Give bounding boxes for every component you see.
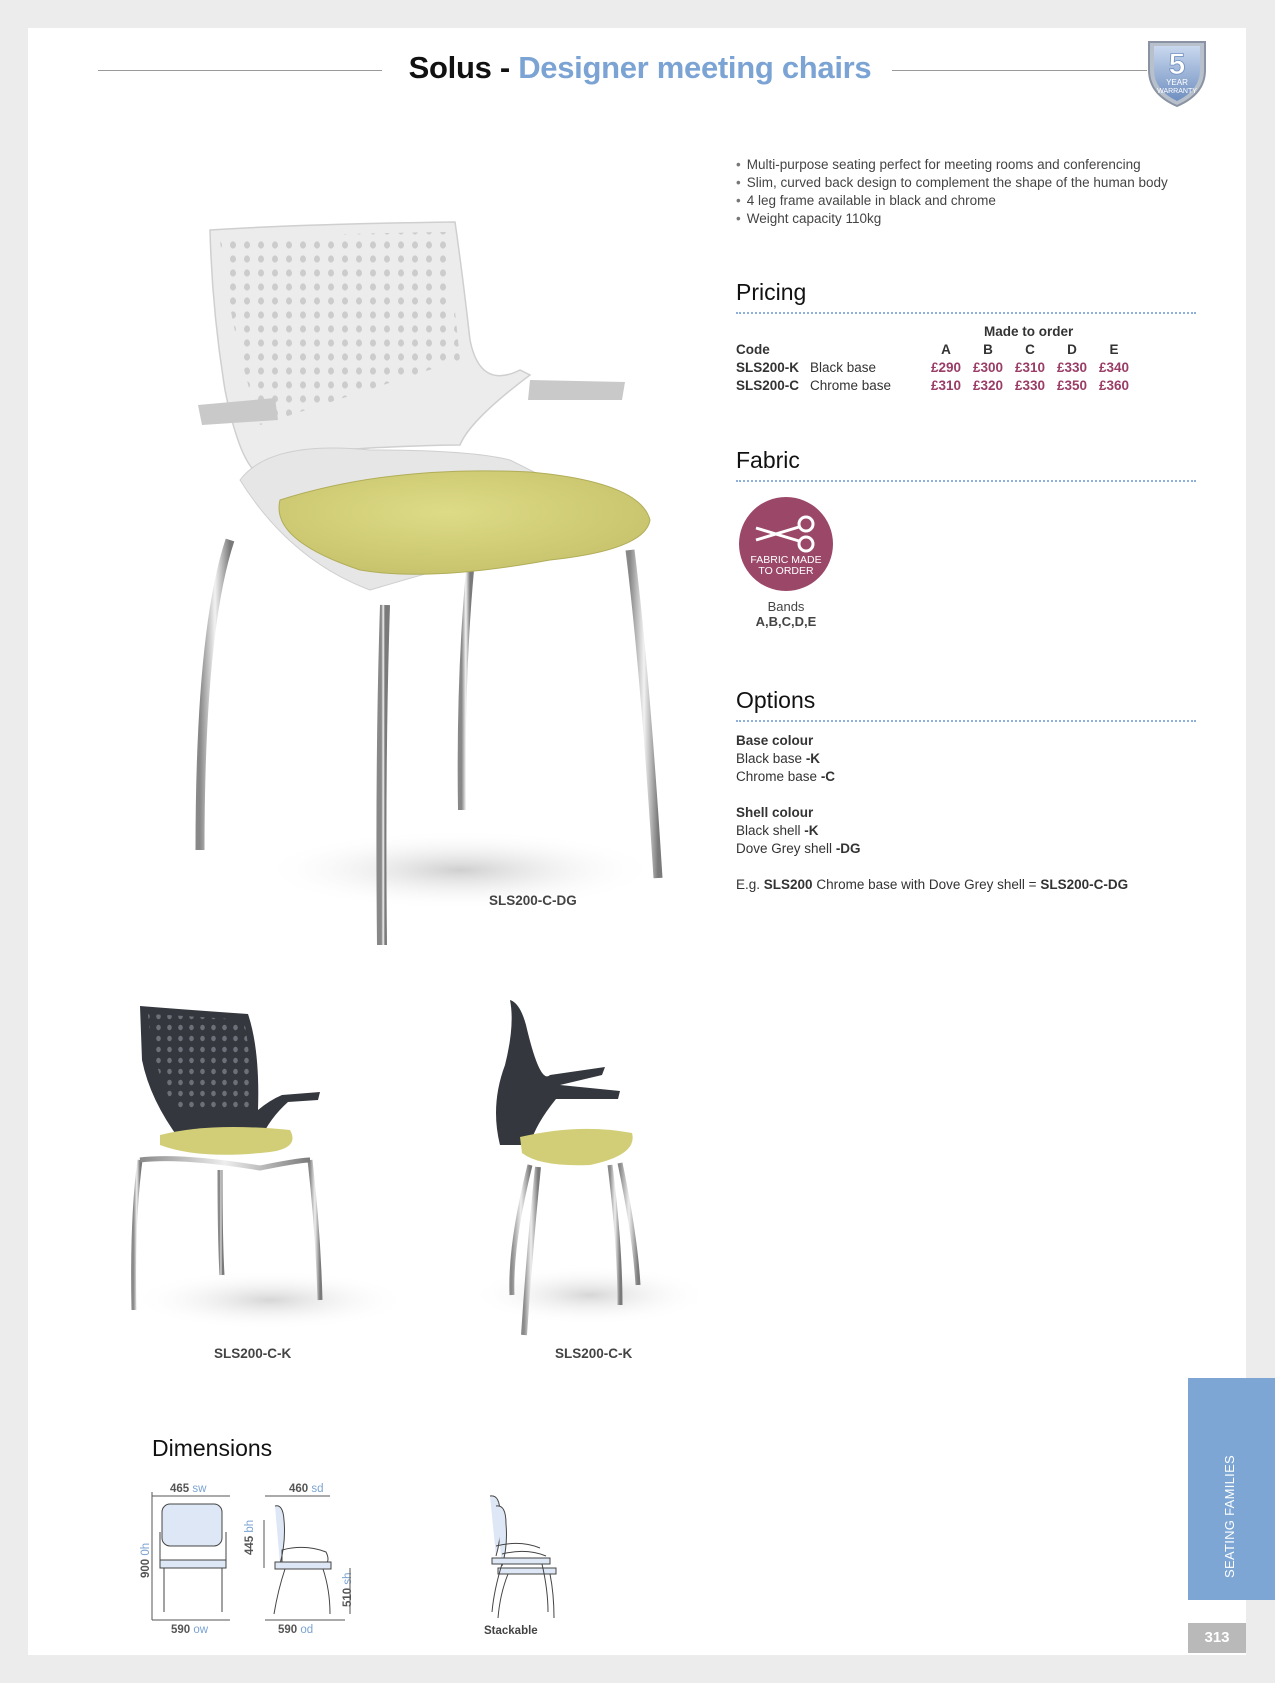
band-header-a: A <box>941 342 951 357</box>
price-cell: £330 <box>1056 360 1088 375</box>
product-desc: Chrome base <box>810 378 892 393</box>
dim-bh: 445 bh <box>244 1519 256 1555</box>
title-rule-left <box>98 70 382 71</box>
warranty-text-2: WARRANTY <box>1157 88 1197 95</box>
option-black-base: Black base -K <box>736 751 821 766</box>
option-black-shell: Black shell -K <box>736 823 819 838</box>
feature-item: • Slim, curved back design to complement the shape of the human body <box>736 174 1168 192</box>
product-code: SLS200-C <box>736 378 800 393</box>
code-label: Code <box>736 342 770 357</box>
band-header-d: D <box>1067 342 1077 357</box>
feature-list <box>736 156 1168 228</box>
pricing-row-chrome <box>736 378 930 393</box>
page-number: 313 <box>1188 1623 1246 1653</box>
dim-sh: 510 sh <box>342 1572 354 1607</box>
options-divider <box>736 720 1196 722</box>
pricing-row-black <box>736 360 930 375</box>
section-tab-label: SEATING FAMILIES <box>1222 1454 1237 1578</box>
shell-colour-heading: Shell colour <box>736 805 814 820</box>
dim-ow: 590 ow <box>171 1624 209 1636</box>
price-cell: £350 <box>1056 378 1088 393</box>
base-colour-heading: Base colour <box>736 733 814 748</box>
badge-line-1: FABRIC MADE <box>750 554 822 566</box>
price-cell: £300 <box>972 360 1004 375</box>
product-desc: Black base <box>810 360 877 375</box>
dimensions-heading: Dimensions <box>152 1435 273 1461</box>
side-chair-image <box>460 995 710 1340</box>
stackable-label: Stackable <box>484 1625 538 1637</box>
warranty-number: 5 <box>1168 48 1186 81</box>
page-title <box>380 50 900 86</box>
band-header-c: C <box>1025 342 1035 357</box>
side-chair-caption: SLS200-C-K <box>555 1346 633 1361</box>
made-to-order-label: Made to order <box>984 324 1074 339</box>
price-cell: £310 <box>1014 360 1046 375</box>
warranty-shield-icon <box>1143 36 1211 110</box>
pricing-header-row <box>736 342 770 357</box>
fabric-divider <box>736 480 1196 482</box>
price-cell: £340 <box>1098 360 1130 375</box>
dim-sd: 460 sd <box>289 1483 324 1495</box>
options-list <box>736 732 1128 894</box>
title-rule-right <box>892 70 1147 71</box>
feature-item: • Weight capacity 110kg <box>736 210 1168 228</box>
dim-oh: 900 0h <box>140 1542 152 1578</box>
badge-line-2: TO ORDER <box>758 565 814 577</box>
front-chair-image <box>120 1000 420 1340</box>
bands-value: A,B,C,D,E <box>755 614 817 629</box>
title-subtitle: Designer meeting chairs <box>518 50 872 85</box>
bands-label: Bands <box>767 599 805 614</box>
price-cell: £320 <box>972 378 1004 393</box>
warranty-text-1: YEAR <box>1166 78 1188 87</box>
title-separator: - <box>491 50 519 85</box>
front-chair-caption: SLS200-C-K <box>214 1346 292 1361</box>
dim-od: 590 od <box>278 1624 314 1636</box>
pricing-heading: Pricing <box>736 279 807 305</box>
title-product: Solus <box>408 50 492 85</box>
product-code: SLS200-K <box>736 360 800 375</box>
dimension-drawings <box>140 1480 580 1630</box>
price-cell: £360 <box>1098 378 1130 393</box>
feature-item: • 4 leg frame available in black and chrome <box>736 192 1168 210</box>
price-cell: £310 <box>930 378 962 393</box>
fabric-made-to-order-badge <box>738 496 834 592</box>
fabric-heading: Fabric <box>736 447 800 473</box>
main-chair-image <box>170 210 690 970</box>
section-tab <box>1188 1378 1275 1600</box>
option-example: E.g. SLS200 Chrome base with Dove Grey shell = SLS200-C-DG <box>736 877 1129 892</box>
feature-item: • Multi-purpose seating perfect for meeting rooms and conferencing <box>736 156 1168 174</box>
main-chair-caption: SLS200-C-DG <box>489 893 577 908</box>
option-grey-shell: Dove Grey shell -DG <box>736 841 861 856</box>
pricing-divider <box>736 312 1196 314</box>
options-heading: Options <box>736 687 816 713</box>
dim-sw: 465 sw <box>170 1483 207 1495</box>
fabric-bands <box>738 599 834 629</box>
price-cell: £290 <box>930 360 962 375</box>
band-header-b: B <box>983 342 993 357</box>
price-cell: £330 <box>1014 378 1046 393</box>
option-chrome-base: Chrome base -C <box>736 769 836 784</box>
band-header-e: E <box>1109 342 1119 357</box>
